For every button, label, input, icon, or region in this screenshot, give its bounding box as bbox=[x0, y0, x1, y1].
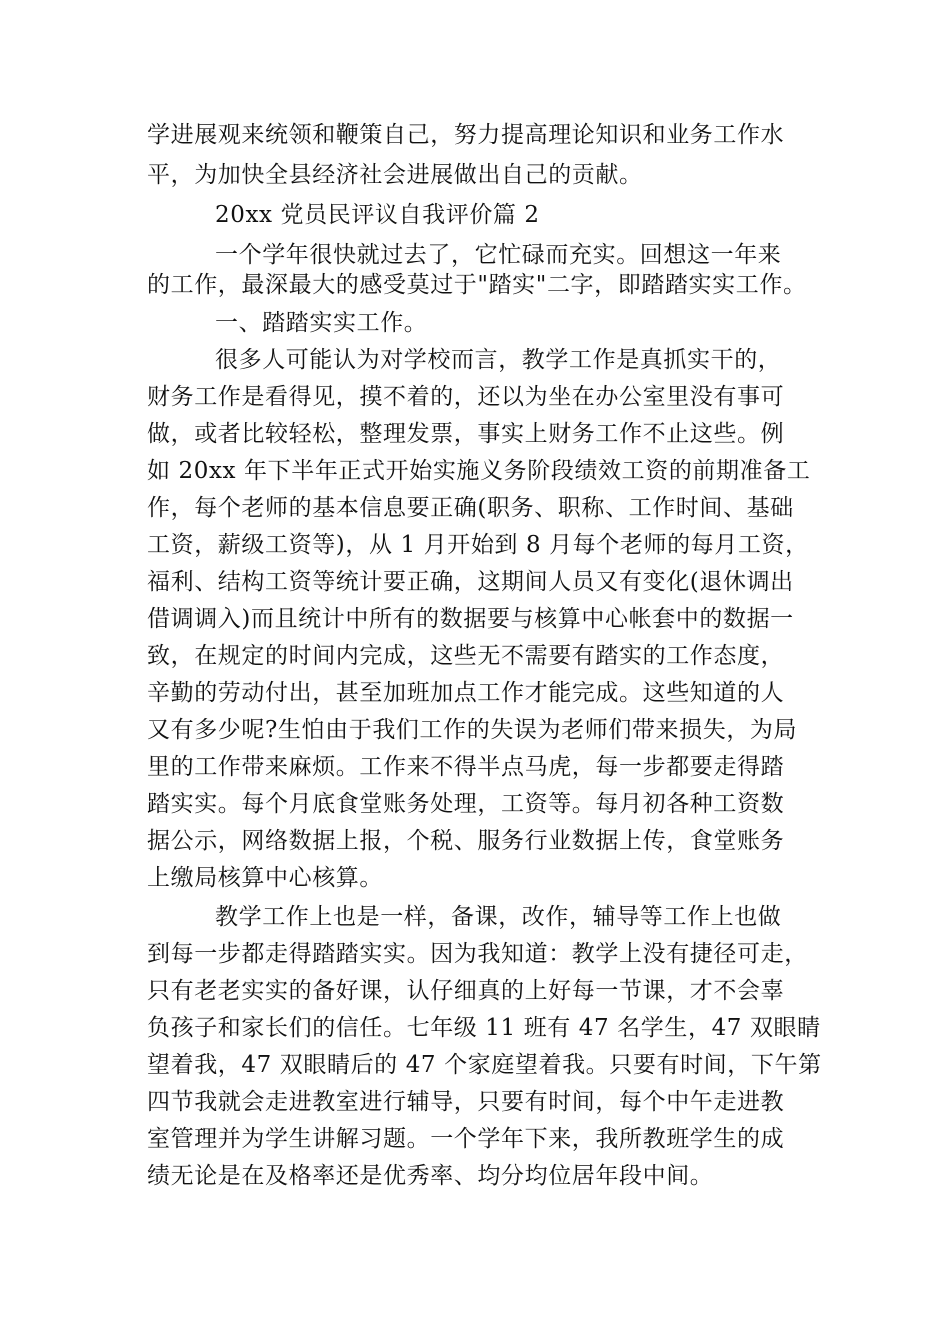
text-line: 四节我就会走进教室进行辅导，只要有时间，每个中午走进教 bbox=[147, 1089, 785, 1115]
text-line: 望着我，47 双眼睛后的 47 个家庭望着我。只要有时间，下午第 bbox=[147, 1052, 822, 1078]
text-line: 做，或者比较轻松，整理发票，事实上财务工作不止这些。例 bbox=[147, 421, 785, 447]
text-line: 平，为加快全县经济社会进展做出自己的贡献。 bbox=[147, 162, 643, 188]
text-line: 辛勤的劳动付出，甚至加班加点工作才能完成。这些知道的人 bbox=[147, 680, 785, 706]
text-line: 很多人可能认为对学校而言，教学工作是真抓实干的， bbox=[215, 347, 782, 373]
section-heading: 20xx 党员民评议自我评价篇 2 bbox=[215, 202, 540, 228]
text-line: 到每一步都走得踏踏实实。因为我知道：教学上没有捷径可走， bbox=[147, 941, 808, 967]
text-line: 教学工作上也是一样，备课，改作，辅导等工作上也做 bbox=[215, 904, 782, 930]
text-line: 工资，薪级工资等)，从 1 月开始到 8 月每个老师的每月工资， bbox=[147, 532, 809, 558]
text-line: 负孩子和家长们的信任。七年级 11 班有 47 名学生，47 双眼睛 bbox=[147, 1015, 821, 1041]
text-line: 室管理并为学生讲解习题。一个学年下来，我所教班学生的成 bbox=[147, 1126, 785, 1152]
text-line: 学进展观来统领和鞭策自己，努力提高理论知识和业务工作水 bbox=[147, 122, 785, 148]
text-line: 踏实实。每个月底食堂账务处理，工资等。每月初各种工资数 bbox=[147, 791, 785, 817]
text-line: 据公示，网络数据上报，个税、服务行业数据上传，食堂账务 bbox=[147, 828, 785, 854]
text-line: 又有多少呢?生怕由于我们工作的失误为老师们带来损失，为局 bbox=[147, 717, 798, 743]
text-line: 上缴局核算中心核算。 bbox=[147, 865, 383, 891]
text-line: 里的工作带来麻烦。工作来不得半点马虎，每一步都要走得踏 bbox=[147, 754, 785, 780]
text-line: 绩无论是在及格率还是优秀率、均分均位居年段中间。 bbox=[147, 1163, 714, 1189]
subsection-heading: 一、踏踏实实工作。 bbox=[215, 310, 428, 336]
text-line: 福利、结构工资等统计要正确，这期间人员又有变化(退休调出 bbox=[147, 569, 794, 595]
text-line: 作，每个老师的基本信息要正确(职务、职称、工作时间、基础 bbox=[147, 495, 794, 521]
text-line: 借调调入)而且统计中所有的数据要与核算中心帐套中的数据一 bbox=[147, 606, 794, 632]
text-line: 财务工作是看得见，摸不着的，还以为坐在办公室里没有事可 bbox=[147, 384, 785, 410]
text-line: 一个学年很快就过去了，它忙碌而充实。回想这一年来 bbox=[215, 242, 782, 268]
text-line: 致，在规定的时间内完成，这些无不需要有踏实的工作态度， bbox=[147, 643, 785, 669]
text-line: 如 20xx 年下半年正式开始实施义务阶段绩效工资的前期准备工 bbox=[147, 458, 811, 484]
text-line: 的工作，最深最大的感受莫过于"踏实"二字，即踏踏实实工作。 bbox=[147, 272, 807, 298]
text-line: 只有老老实实的备好课，认仔细真的上好每一节课，才不会辜 bbox=[147, 978, 785, 1004]
